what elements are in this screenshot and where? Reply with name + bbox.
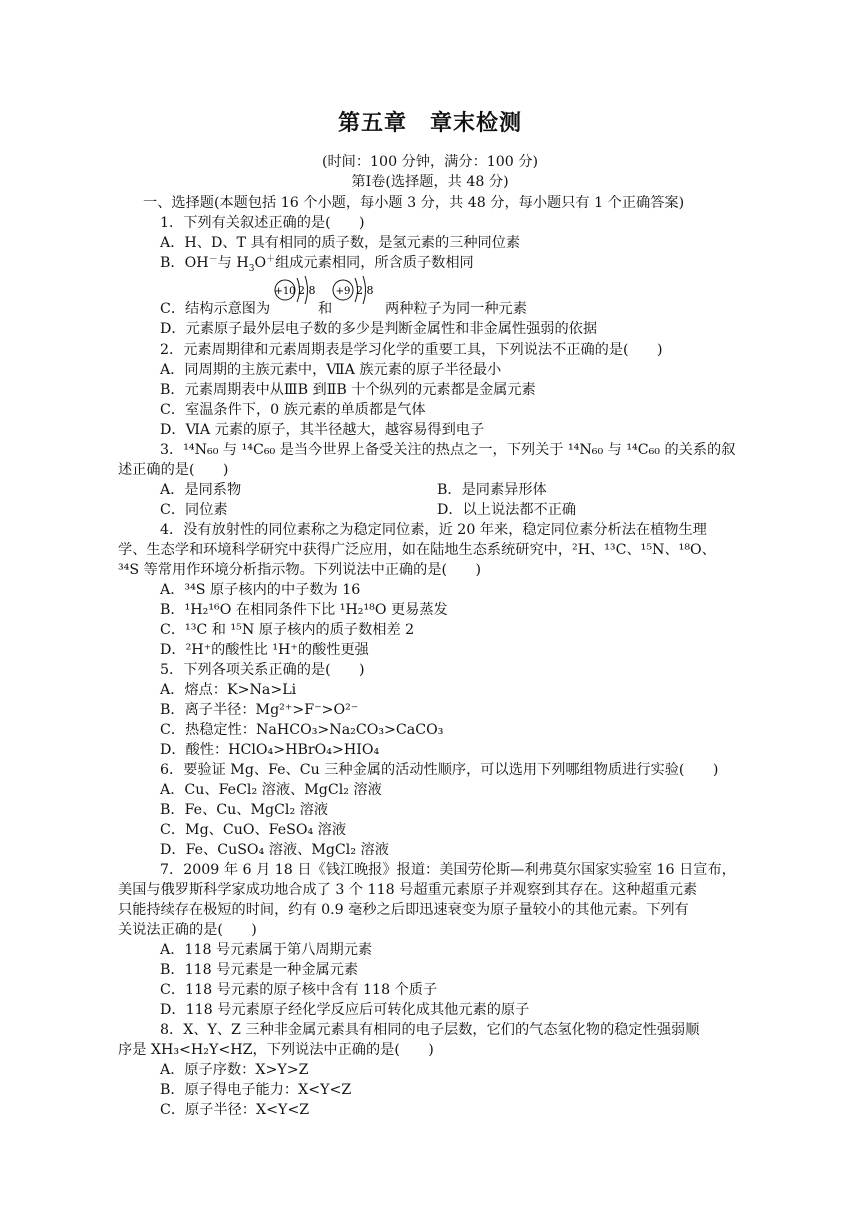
neon-atom-structure-diagram <box>272 270 322 304</box>
q4-stem-line1: 4．没有放射性的同位素称之为稳定同位素，近 20 年来，稳定同位素分析法在植物生理 <box>160 522 707 538</box>
q7-stem-line4: 关说法正确的是( ) <box>118 922 257 938</box>
q2-option-d: D．ⅥA 元素的原子，其半径越大，越容易得到电子 <box>160 422 485 438</box>
q1-option-a: A．H、D、T 具有相同的质子数，是氢元素的三种同位素 <box>160 235 521 251</box>
q5-option-a: A．熔点：K>Na>Li <box>160 682 297 698</box>
q1-option-c-and: 和 <box>318 301 333 317</box>
q5-option-b: B．离子半径：Mg²⁺>F⁻>O²⁻ <box>160 702 359 718</box>
q8-stem-line2: 序是 XH₃<H₂Y<HZ，下列说法中正确的是( ) <box>118 1042 434 1058</box>
q4-stem-line2: 学、生态学和环境科学研究中获得广泛应用，如在陆地生态系统研究中，²H、¹³C、¹⁵N、¹⁸O、 <box>118 542 716 558</box>
q7-option-b: B．118 号元素是一种金属元素 <box>160 962 359 978</box>
q3-option-b: B．是同素异形体 <box>437 482 547 498</box>
q3-stem-line1: 3．¹⁴N₆₀ 与 ¹⁴C₆₀ 是当今世界上备受关注的热点之一，下列关于 ¹⁴N₆₀ 与 ¹⁴C₆₀ 的关系的叙 <box>160 442 736 458</box>
q6-option-d: D．Fe、CuSO₄ 溶液、MgCl₂ 溶液 <box>160 842 389 858</box>
q8-option-a: A．原子序数：X>Y>Z <box>160 1062 309 1078</box>
q4-option-a: A．³⁴S 原子核内的中子数为 16 <box>160 582 361 598</box>
q3-option-a: A．是同系物 <box>160 482 242 498</box>
q2-stem: 2．元素周期律和元素周期表是学习化学的重要工具，下列说法不正确的是( ) <box>160 342 663 358</box>
q7-stem-line3: 只能持续存在极短的时间，约有 0.9 毫秒之后即迅速衰变为原子量较小的其他元素。下列有 <box>118 902 689 918</box>
section-heading: 一、选择题(本题包括 16 个小题，每小题 3 分，共 48 分，每小题只有 1 个正确答案) <box>143 195 685 211</box>
q6-option-a: A．Cu、FeCl₂ 溶液、MgCl₂ 溶液 <box>160 782 382 798</box>
fluorine-ion-structure-diagram <box>330 270 380 304</box>
atom2-core-label: +9 <box>335 286 351 297</box>
q4-stem-line3: ³⁴S 等常用作环境分析指示物。下列说法中正确的是( ) <box>118 562 481 578</box>
q1-option-c-prefix: C．结构示意图为 <box>160 301 271 317</box>
q8-option-c: C．原子半径：X<Y<Z <box>160 1102 310 1118</box>
atom2-shells-label: 2 8 <box>356 284 374 297</box>
page-title: 第五章 章末检测 <box>337 110 522 136</box>
q7-option-c: C．118 号元素的原子核中含有 118 个质子 <box>160 982 438 998</box>
q3-option-d: D．以上说法都不正确 <box>437 502 577 518</box>
q4-option-d: D．²H⁺的酸性比 ¹H⁺的酸性更强 <box>160 642 369 658</box>
q1-stem: 1．下列有关叙述正确的是( ) <box>160 215 365 231</box>
q6-option-b: B．Fe、Cu、MgCl₂ 溶液 <box>160 802 329 818</box>
q2-option-a: A．同周期的主族元素中，ⅦA 族元素的原子半径最小 <box>160 362 502 378</box>
q7-option-a: A．118 号元素属于第八周期元素 <box>160 942 373 958</box>
q5-option-c: C．热稳定性：NaHCO₃>Na₂CO₃>CaCO₃ <box>160 722 444 738</box>
q3-stem-line2: 述正确的是( ) <box>118 462 229 478</box>
q8-stem-line1: 8．X、Y、Z 三种非金属元素具有相同的电子层数，它们的气态氢化物的稳定性强弱顺 <box>160 1022 700 1038</box>
q5-stem: 5．下列各项关系正确的是( ) <box>160 662 365 678</box>
q3-option-c: C．同位素 <box>160 502 228 518</box>
q1-option-d: D．元素原子最外层电子数的多少是判断金属性和非金属性强弱的依据 <box>160 321 598 337</box>
q6-option-c: C．Mg、CuO、FeSO₄ 溶液 <box>160 822 347 838</box>
q4-option-b: B．¹H₂¹⁶O 在相同条件下比 ¹H₂¹⁸O 更易蒸发 <box>160 602 448 618</box>
q8-option-b: B．原子得电子能力：X<Y<Z <box>160 1082 352 1098</box>
q2-option-c: C．室温条件下，0 族元素的单质都是气体 <box>160 402 426 418</box>
q6-stem: 6．要验证 Mg、Fe、Cu 三种金属的活动性顺序，可以选用下列哪组物质进行实验( ) <box>160 762 719 778</box>
q7-stem-line2: 美国与俄罗斯科学家成功地合成了 3 个 118 号超重元素原子并观察到其存在。这种超重元素 <box>118 882 698 898</box>
q1-option-b: B．OH－与 $H_3O^+$组成元素相同，所含质子数相同 <box>160 254 474 274</box>
part-heading: 第Ⅰ卷(选择题，共 48 分) <box>351 174 509 190</box>
q7-stem-line1: 7．2009 年 6 月 18 日《钱江晚报》报道：美国劳伦斯—利弗莫尔国家实验室 16 日宣布， <box>160 862 736 878</box>
atom1-shells-label: 2 8 <box>298 284 316 297</box>
exam-meta: (时间：100 分钟，满分：100 分) <box>321 154 539 170</box>
atom1-core-label: +10 <box>274 286 296 297</box>
q2-option-b: B．元素周期表中从ⅢB 到ⅡB 十个纵列的元素都是金属元素 <box>160 382 536 398</box>
q1-option-c-suffix: 两种粒子为同一种元素 <box>385 301 527 317</box>
q4-option-c: C．¹³C 和 ¹⁵N 原子核内的质子数相差 2 <box>160 622 415 638</box>
q7-option-d: D．118 号元素原子经化学反应后可转化成其他元素的原子 <box>160 1002 530 1018</box>
q5-option-d: D．酸性：HClO₄>HBrO₄>HIO₄ <box>160 742 380 758</box>
